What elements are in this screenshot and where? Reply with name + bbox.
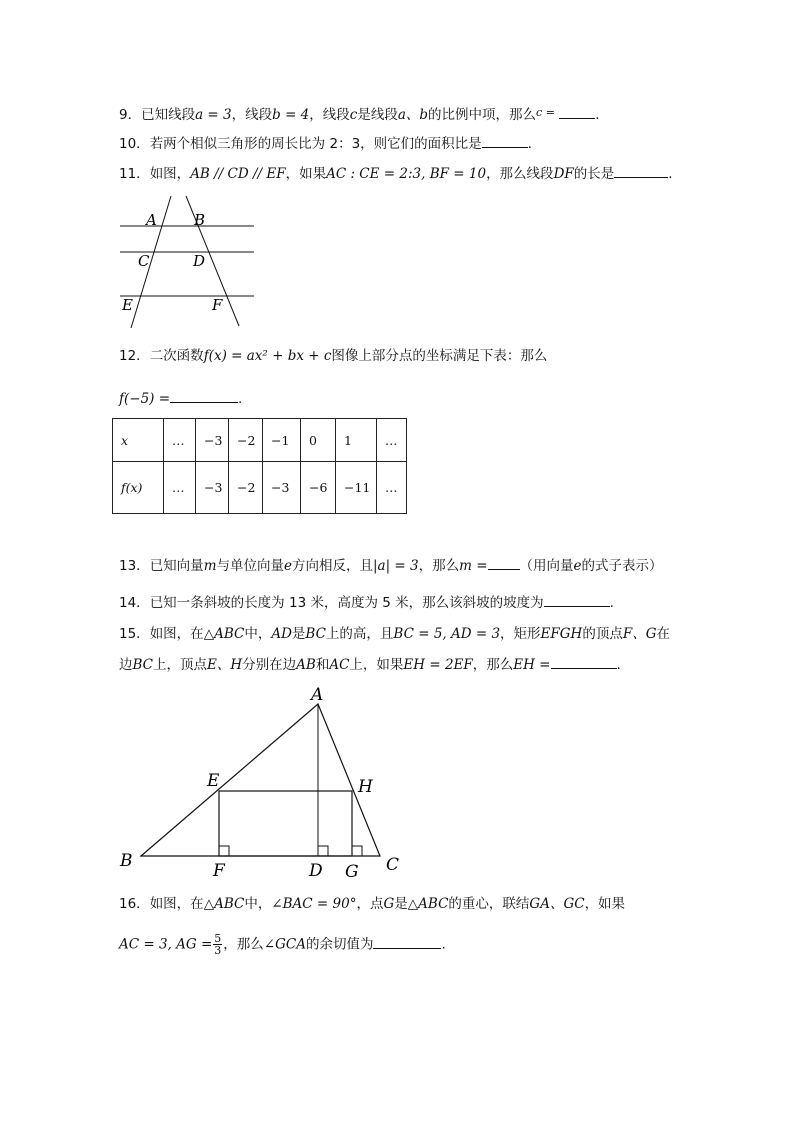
label-F: F — [213, 861, 225, 881]
question-11: 11．如图，AB // CD // EF，如果AC : CE = 2:3, BF = 10，那么线段DF的长是 . — [119, 166, 673, 182]
label-A: A — [311, 685, 324, 705]
answer-blank[interactable] — [551, 656, 617, 669]
question-12: 12．二次函数f(x) = ax² + bx + c图像上部分点的坐标满足下表：那么 — [119, 348, 548, 364]
figure-parallel-lines — [110, 192, 270, 342]
question-15: 15．如图，在△ABC中，AD是BC上的高，且BC = 5, AD = 3，矩形EFGH的顶点F、G在 — [119, 626, 670, 642]
question-9: 9．已知线段a = 3，线段b = 4，线段c是线段a、b的比例中项，那么$^{c =}$ . — [119, 106, 600, 123]
label-B: B — [120, 851, 133, 871]
label-D: D — [309, 861, 323, 881]
answer-blank[interactable] — [559, 106, 595, 119]
label-C: C — [138, 252, 150, 270]
question-10: 10．若两个相似三角形的周长比为 2：3，则它们的面积比是 . — [119, 136, 532, 152]
label-C: C — [386, 855, 400, 875]
question-16: 16．如图，在△ABC中，∠BAC = 90°，点G是△ABC的重心，联结GA、GC，如果 — [119, 896, 626, 912]
label-A: A — [146, 211, 157, 229]
figure-triangle-rectangle — [110, 682, 410, 882]
question-16-line2: AC = 3, AG = $\frac{5}{3}$ ，那么∠GCA的余切值为 . — [119, 932, 446, 957]
answer-blank[interactable] — [482, 135, 528, 148]
label-H: H — [358, 777, 373, 797]
label-E: E — [207, 771, 220, 791]
question-12-line2: f(−5) = . — [119, 391, 243, 407]
answer-blank[interactable] — [488, 557, 520, 570]
fraction: $\frac{5}{3}$ — [214, 932, 222, 957]
table-row: f(x) … −3 −2 −3 −6 −11 … — [113, 462, 407, 514]
label-D: D — [193, 252, 206, 270]
answer-blank[interactable] — [544, 594, 610, 607]
question-13: 13．已知向量m与单位向量e方向相反，且|a| = 3，那么m = （用向量e的式子表示） — [119, 558, 663, 574]
values-table — [112, 418, 407, 514]
label-F: F — [212, 296, 223, 314]
question-15-line2: 边BC上，顶点E、H分别在边AB和AC上，如果EH = 2EF，那么EH = . — [119, 657, 621, 673]
answer-blank[interactable] — [614, 165, 668, 178]
label-E: E — [122, 296, 133, 314]
answer-blank[interactable] — [170, 390, 238, 403]
table-row: x … −3 −2 −1 0 1 … — [113, 419, 407, 462]
answer-blank[interactable] — [373, 936, 441, 949]
label-G: G — [345, 862, 359, 882]
label-B: B — [194, 211, 206, 229]
question-14: 14．已知一条斜坡的长度为 13 米，高度为 5 米，那么该斜坡的坡度为 . — [119, 595, 614, 611]
